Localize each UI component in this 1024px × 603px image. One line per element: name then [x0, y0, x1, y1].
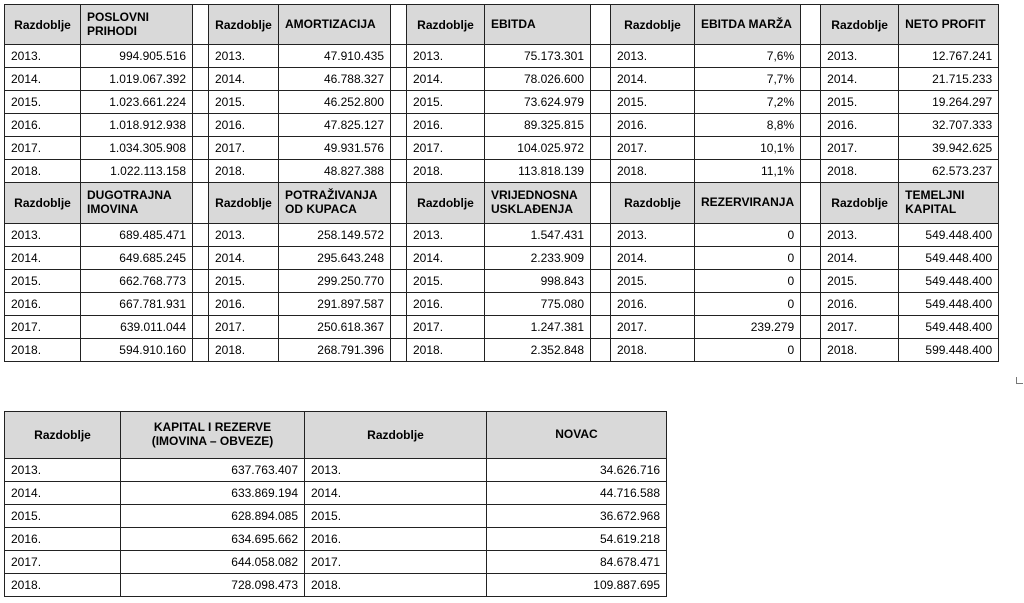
value-cell: 0	[695, 224, 801, 247]
table-row	[5, 270, 999, 293]
spacer-cell	[391, 91, 407, 114]
year-cell: 2016.	[305, 528, 487, 551]
value-cell: 1.023.661.224	[81, 91, 193, 114]
spacer-cell	[801, 339, 821, 362]
value-cell: 1.247.381	[485, 316, 591, 339]
metric-header: POSLOVNI PRIHODI	[81, 5, 193, 45]
value-cell: 11,1%	[695, 160, 801, 183]
year-cell: 2014.	[305, 482, 487, 505]
value-cell: 34.626.716	[487, 459, 667, 482]
spacer-cell	[591, 293, 611, 316]
spacer-cell	[391, 293, 407, 316]
value-cell: 549.448.400	[899, 270, 999, 293]
year-cell: 2017.	[407, 316, 485, 339]
value-cell: 1.547.431	[485, 224, 591, 247]
spacer-cell	[193, 5, 209, 45]
period-header: Razdoblje	[5, 412, 121, 459]
year-cell: 2014.	[821, 247, 899, 270]
period-header: Razdoblje	[5, 5, 81, 45]
spacer-cell	[193, 68, 209, 91]
table-row	[5, 551, 667, 574]
year-cell: 2018.	[5, 574, 121, 597]
year-cell: 2014.	[821, 68, 899, 91]
value-cell: 644.058.082	[121, 551, 305, 574]
spacer-cell	[193, 91, 209, 114]
period-header: Razdoblje	[5, 183, 81, 224]
year-cell: 2016.	[5, 293, 81, 316]
year-cell: 2017.	[5, 137, 81, 160]
year-cell: 2017.	[407, 137, 485, 160]
main-financial-table	[4, 4, 999, 362]
year-cell: 2013.	[407, 45, 485, 68]
value-cell: 295.643.248	[279, 247, 391, 270]
metric-header: NETO PROFIT	[899, 5, 999, 45]
spacer-cell	[801, 183, 821, 224]
value-cell: 32.707.333	[899, 114, 999, 137]
year-cell: 2013.	[305, 459, 487, 482]
value-cell: 2.233.909	[485, 247, 591, 270]
value-cell: 89.325.815	[485, 114, 591, 137]
year-cell: 2014.	[5, 482, 121, 505]
spacer-cell	[591, 114, 611, 137]
year-cell: 2018.	[407, 339, 485, 362]
table-row	[5, 160, 999, 183]
value-cell: 46.788.327	[279, 68, 391, 91]
spacer-cell	[801, 68, 821, 91]
value-cell: 1.019.067.392	[81, 68, 193, 91]
metric-header: EBITDA	[485, 5, 591, 45]
value-cell: 1.034.305.908	[81, 137, 193, 160]
year-cell: 2015.	[821, 91, 899, 114]
period-header: Razdoblje	[821, 5, 899, 45]
period-header: Razdoblje	[209, 183, 279, 224]
value-cell: 2.352.848	[485, 339, 591, 362]
value-cell: 994.905.516	[81, 45, 193, 68]
period-header: Razdoblje	[305, 412, 487, 459]
value-cell: 728.098.473	[121, 574, 305, 597]
value-cell: 73.624.979	[485, 91, 591, 114]
table-row	[5, 68, 999, 91]
spacer-cell	[801, 293, 821, 316]
spacer-cell	[391, 68, 407, 91]
spacer-cell	[591, 45, 611, 68]
year-cell: 2017.	[821, 137, 899, 160]
year-cell: 2015.	[407, 270, 485, 293]
financial-tables	[4, 4, 999, 362]
year-cell: 2016.	[209, 293, 279, 316]
value-cell: 0	[695, 270, 801, 293]
year-cell: 2014.	[407, 68, 485, 91]
year-cell: 2013.	[611, 224, 695, 247]
period-header: Razdoblje	[407, 5, 485, 45]
year-cell: 2016.	[5, 114, 81, 137]
value-cell: 268.791.396	[279, 339, 391, 362]
metric-header: VRIJEDNOSNA USKLAĐENJA	[485, 183, 591, 224]
table-row	[5, 482, 667, 505]
year-cell: 2017.	[209, 137, 279, 160]
year-cell: 2017.	[305, 551, 487, 574]
value-cell: 775.080	[485, 293, 591, 316]
year-cell: 2017.	[5, 316, 81, 339]
value-cell: 0	[695, 247, 801, 270]
year-cell: 2015.	[611, 91, 695, 114]
spacer-cell	[391, 316, 407, 339]
spacer-cell	[193, 270, 209, 293]
value-cell: 19.264.297	[899, 91, 999, 114]
year-cell: 2014.	[209, 68, 279, 91]
year-cell: 2018.	[611, 160, 695, 183]
year-cell: 2013.	[209, 45, 279, 68]
spacer-cell	[801, 5, 821, 45]
spacer-cell	[193, 45, 209, 68]
period-header: Razdoblje	[821, 183, 899, 224]
value-cell: 299.250.770	[279, 270, 391, 293]
year-cell: 2018.	[209, 339, 279, 362]
value-cell: 628.894.085	[121, 505, 305, 528]
year-cell: 2018.	[209, 160, 279, 183]
year-cell: 2018.	[305, 574, 487, 597]
spacer-cell	[193, 137, 209, 160]
metric-header: REZERVIRANJA	[695, 183, 801, 224]
spacer-cell	[591, 137, 611, 160]
table-row	[5, 45, 999, 68]
year-cell: 2017.	[611, 316, 695, 339]
value-cell: 7,2%	[695, 91, 801, 114]
value-cell: 1.022.113.158	[81, 160, 193, 183]
spacer-cell	[801, 160, 821, 183]
spacer-cell	[193, 224, 209, 247]
spacer-cell	[391, 114, 407, 137]
spacer-cell	[391, 137, 407, 160]
year-cell: 2013.	[5, 459, 121, 482]
table-row	[5, 293, 999, 316]
table-row	[5, 114, 999, 137]
period-header: Razdoblje	[611, 5, 695, 45]
table-row	[5, 316, 999, 339]
value-cell: 109.887.695	[487, 574, 667, 597]
year-cell: 2015.	[305, 505, 487, 528]
table-row	[5, 528, 667, 551]
value-cell: 47.825.127	[279, 114, 391, 137]
year-cell: 2017.	[821, 316, 899, 339]
year-cell: 2015.	[5, 505, 121, 528]
value-cell: 639.011.044	[81, 316, 193, 339]
value-cell: 633.869.194	[121, 482, 305, 505]
year-cell: 2015.	[209, 270, 279, 293]
value-cell: 47.910.435	[279, 45, 391, 68]
value-cell: 667.781.931	[81, 293, 193, 316]
value-cell: 84.678.471	[487, 551, 667, 574]
spacer-cell	[801, 45, 821, 68]
spacer-cell	[801, 91, 821, 114]
spacer-cell	[391, 183, 407, 224]
year-cell: 2015.	[209, 91, 279, 114]
value-cell: 78.026.600	[485, 68, 591, 91]
metric-header: POTRAŽIVANJA OD KUPACA	[279, 183, 391, 224]
spacer-cell	[193, 339, 209, 362]
year-cell: 2014.	[407, 247, 485, 270]
period-header: Razdoblje	[611, 183, 695, 224]
year-cell: 2013.	[611, 45, 695, 68]
table-row	[5, 137, 999, 160]
year-cell: 2018.	[821, 160, 899, 183]
table-row	[5, 224, 999, 247]
top-block-header-row	[5, 5, 999, 45]
spacer-cell	[801, 137, 821, 160]
bottom-block-header-row	[5, 412, 667, 459]
table-row	[5, 91, 999, 114]
year-cell: 2015.	[5, 91, 81, 114]
metric-header: EBITDA MARŽA	[695, 5, 801, 45]
year-cell: 2015.	[611, 270, 695, 293]
spacer-cell	[391, 247, 407, 270]
year-cell: 2015.	[407, 91, 485, 114]
value-cell: 104.025.972	[485, 137, 591, 160]
metric-header: AMORTIZACIJA	[279, 5, 391, 45]
value-cell: 662.768.773	[81, 270, 193, 293]
value-cell: 44.716.588	[487, 482, 667, 505]
year-cell: 2018.	[5, 160, 81, 183]
value-cell: 0	[695, 293, 801, 316]
value-cell: 54.619.218	[487, 528, 667, 551]
year-cell: 2014.	[5, 68, 81, 91]
table-row	[5, 574, 667, 597]
value-cell: 637.763.407	[121, 459, 305, 482]
value-cell: 1.018.912.938	[81, 114, 193, 137]
value-cell: 75.173.301	[485, 45, 591, 68]
year-cell: 2016.	[611, 114, 695, 137]
table-row	[5, 459, 667, 482]
metric-header: DUGOTRAJNA IMOVINA	[81, 183, 193, 224]
value-cell: 549.448.400	[899, 293, 999, 316]
year-cell: 2018.	[407, 160, 485, 183]
spacer-cell	[391, 224, 407, 247]
value-cell: 46.252.800	[279, 91, 391, 114]
value-cell: 10,1%	[695, 137, 801, 160]
spacer-cell	[193, 247, 209, 270]
year-cell: 2013.	[5, 224, 81, 247]
value-cell: 594.910.160	[81, 339, 193, 362]
spacer-cell	[391, 5, 407, 45]
spacer-cell	[193, 293, 209, 316]
spacer-cell	[801, 316, 821, 339]
table-row	[5, 339, 999, 362]
spacer-cell	[193, 114, 209, 137]
year-cell: 2014.	[611, 68, 695, 91]
spacer-cell	[591, 160, 611, 183]
value-cell: 239.279	[695, 316, 801, 339]
year-cell: 2014.	[5, 247, 81, 270]
year-cell: 2016.	[407, 114, 485, 137]
spacer-cell	[193, 160, 209, 183]
year-cell: 2013.	[209, 224, 279, 247]
value-cell: 62.573.237	[899, 160, 999, 183]
value-cell: 549.448.400	[899, 224, 999, 247]
spacer-cell	[591, 339, 611, 362]
value-cell: 599.448.400	[899, 339, 999, 362]
value-cell: 36.672.968	[487, 505, 667, 528]
year-cell: 2013.	[5, 45, 81, 68]
value-cell: 113.818.139	[485, 160, 591, 183]
table-row	[5, 247, 999, 270]
metric-header: TEMELJNI KAPITAL	[899, 183, 999, 224]
spacer-cell	[591, 224, 611, 247]
spacer-cell	[591, 270, 611, 293]
spacer-cell	[591, 316, 611, 339]
value-cell: 998.843	[485, 270, 591, 293]
year-cell: 2014.	[611, 247, 695, 270]
year-cell: 2017.	[611, 137, 695, 160]
spacer-cell	[591, 247, 611, 270]
year-cell: 2015.	[5, 270, 81, 293]
spacer-cell	[591, 91, 611, 114]
value-cell: 49.931.576	[279, 137, 391, 160]
year-cell: 2018.	[611, 339, 695, 362]
value-cell: 649.685.245	[81, 247, 193, 270]
metric-header: KAPITAL I REZERVE (IMOVINA – OBVEZE)	[121, 412, 305, 459]
year-cell: 2013.	[821, 224, 899, 247]
spacer-cell	[391, 339, 407, 362]
spacer-cell	[591, 183, 611, 224]
spacer-cell	[193, 183, 209, 224]
year-cell: 2016.	[5, 528, 121, 551]
spacer-cell	[801, 114, 821, 137]
year-cell: 2013.	[821, 45, 899, 68]
table-corner-mark	[1016, 377, 1023, 384]
spacer-cell	[391, 45, 407, 68]
period-header: Razdoblje	[209, 5, 279, 45]
year-cell: 2014.	[209, 247, 279, 270]
value-cell: 250.618.367	[279, 316, 391, 339]
value-cell: 12.767.241	[899, 45, 999, 68]
value-cell: 689.485.471	[81, 224, 193, 247]
year-cell: 2013.	[407, 224, 485, 247]
value-cell: 291.897.587	[279, 293, 391, 316]
value-cell: 7,7%	[695, 68, 801, 91]
spacer-cell	[801, 224, 821, 247]
value-cell: 8,8%	[695, 114, 801, 137]
metric-header: NOVAC	[487, 412, 667, 459]
table-row	[5, 505, 667, 528]
capital-cash-table	[4, 411, 667, 597]
year-cell: 2016.	[611, 293, 695, 316]
spacer-cell	[801, 270, 821, 293]
value-cell: 7,6%	[695, 45, 801, 68]
middle-block-header-row	[5, 183, 999, 224]
value-cell: 39.942.625	[899, 137, 999, 160]
value-cell: 21.715.233	[899, 68, 999, 91]
value-cell: 549.448.400	[899, 316, 999, 339]
year-cell: 2017.	[209, 316, 279, 339]
value-cell: 0	[695, 339, 801, 362]
value-cell: 258.149.572	[279, 224, 391, 247]
spacer-cell	[193, 316, 209, 339]
spacer-cell	[591, 68, 611, 91]
period-header: Razdoblje	[407, 183, 485, 224]
year-cell: 2015.	[821, 270, 899, 293]
year-cell: 2016.	[407, 293, 485, 316]
year-cell: 2017.	[5, 551, 121, 574]
spacer-cell	[391, 160, 407, 183]
year-cell: 2016.	[821, 114, 899, 137]
spacer-cell	[591, 5, 611, 45]
spacer-cell	[391, 270, 407, 293]
year-cell: 2016.	[821, 293, 899, 316]
year-cell: 2016.	[209, 114, 279, 137]
spacer-cell	[801, 247, 821, 270]
year-cell: 2018.	[5, 339, 81, 362]
value-cell: 48.827.388	[279, 160, 391, 183]
value-cell: 634.695.662	[121, 528, 305, 551]
year-cell: 2018.	[821, 339, 899, 362]
value-cell: 549.448.400	[899, 247, 999, 270]
